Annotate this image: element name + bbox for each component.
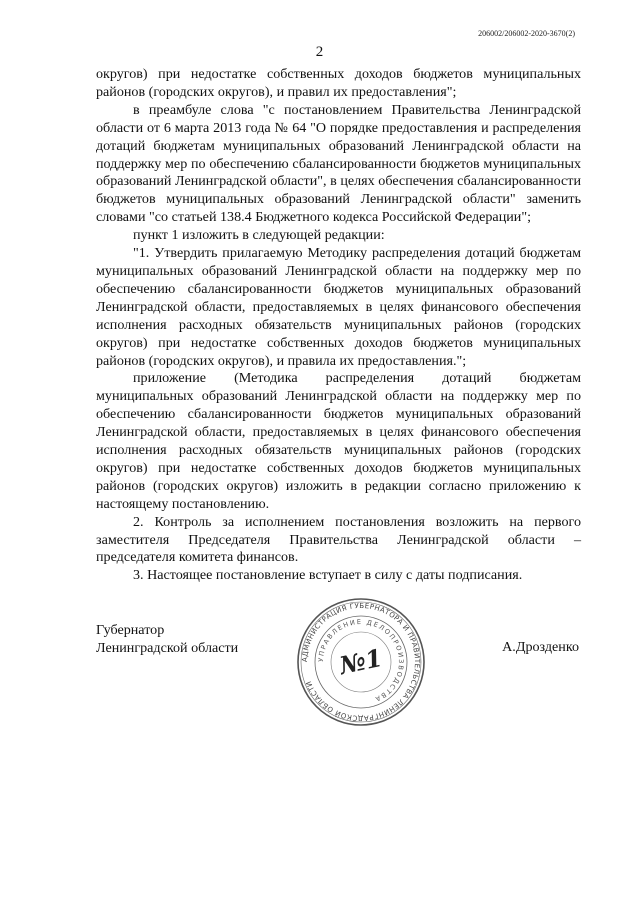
signatory-position — [96, 621, 238, 657]
paragraph-preamble-amendment: в преамбуле слова "с постановлением Правительства Ленинградской области от 6 марта 2013 года № 64 "О порядке предоставления и распределения дотаций бюджетам муниципальных образований Ленинградской области на поддержку мер по обеспечению сбалансированности бюджетов муниципальных образований Ленинградской области", в целях обеспечения сбалансированности бюджетов муниципальных образований Ленинградской области" заменить словами "со статьей 138.4 Бюджетного кодекса Российской Федерации"; — [96, 101, 581, 226]
document-reference-number: 206002/206002-2020-3670(2) — [478, 29, 575, 38]
page-number: 2 — [315, 44, 324, 60]
signatory-name: А.Дрозденко — [502, 639, 579, 655]
seal-inner-text: УПРАВЛЕНИЕ ДЕЛОПРОИЗВОДСТВА — [316, 617, 406, 704]
signatory-title: Губернатор — [96, 622, 165, 638]
paragraph-control: 2. Контроль за исполнением постановления возложить на первого заместителя Председателя Правительства Ленинградской области – председателя комитета финансов. — [96, 513, 581, 566]
paragraph-point1-new-text: "1. Утвердить прилагаемую Методику распределения дотаций бюджетам муниципальных образований Ленинградской области на поддержку мер по обеспечению сбалансированности бюджетов муниципальных образований Ленинградской области, предоставляемых в целях финансового обеспечения исполнения расходных обязательств муниципальных районов (городских округов) при недостатке собственных доходов бюджетов муниципальных районов (городских округов), и правила их предоставления."; — [96, 245, 581, 369]
paragraph-effective-date: 3. Настоящее постановление вступает в силу с даты подписания. — [133, 567, 523, 584]
official-seal — [296, 596, 426, 728]
paragraph-appendix: приложение (Методика распределения дотаций бюджетам муниципальных образований Ленинградской области на поддержку мер по обеспечению сбалансированности бюджетов муниципальных образований Ленинградской области, предоставляемых в целях финансового обеспечения исполнения расходных обязательств муниципальных районов (городских округов) при недостатке собственных доходов бюджетов муниципальных районов (городских округов) изложить в редакции согласно приложению к настоящему постановлению. — [96, 370, 581, 512]
paragraph-continuation: округов) при недостатке собственных доходов бюджетов муниципальных районов (городских округов), и правил их предоставления"; — [96, 66, 581, 100]
signatory-region: Ленинградской области — [96, 640, 239, 656]
seal-outer-text: АДМИНИСТРАЦИЯ ГУБЕРНАТОРА И ПРАВИТЕЛЬСТВА ЛЕНИНГРАДСКОЙ ОБЛАСТИ — [300, 601, 422, 723]
document-body — [96, 66, 581, 585]
seal-number: №1 — [336, 642, 385, 681]
paragraph-point1-intro: пункт 1 изложить в следующей редакции: — [133, 227, 385, 244]
